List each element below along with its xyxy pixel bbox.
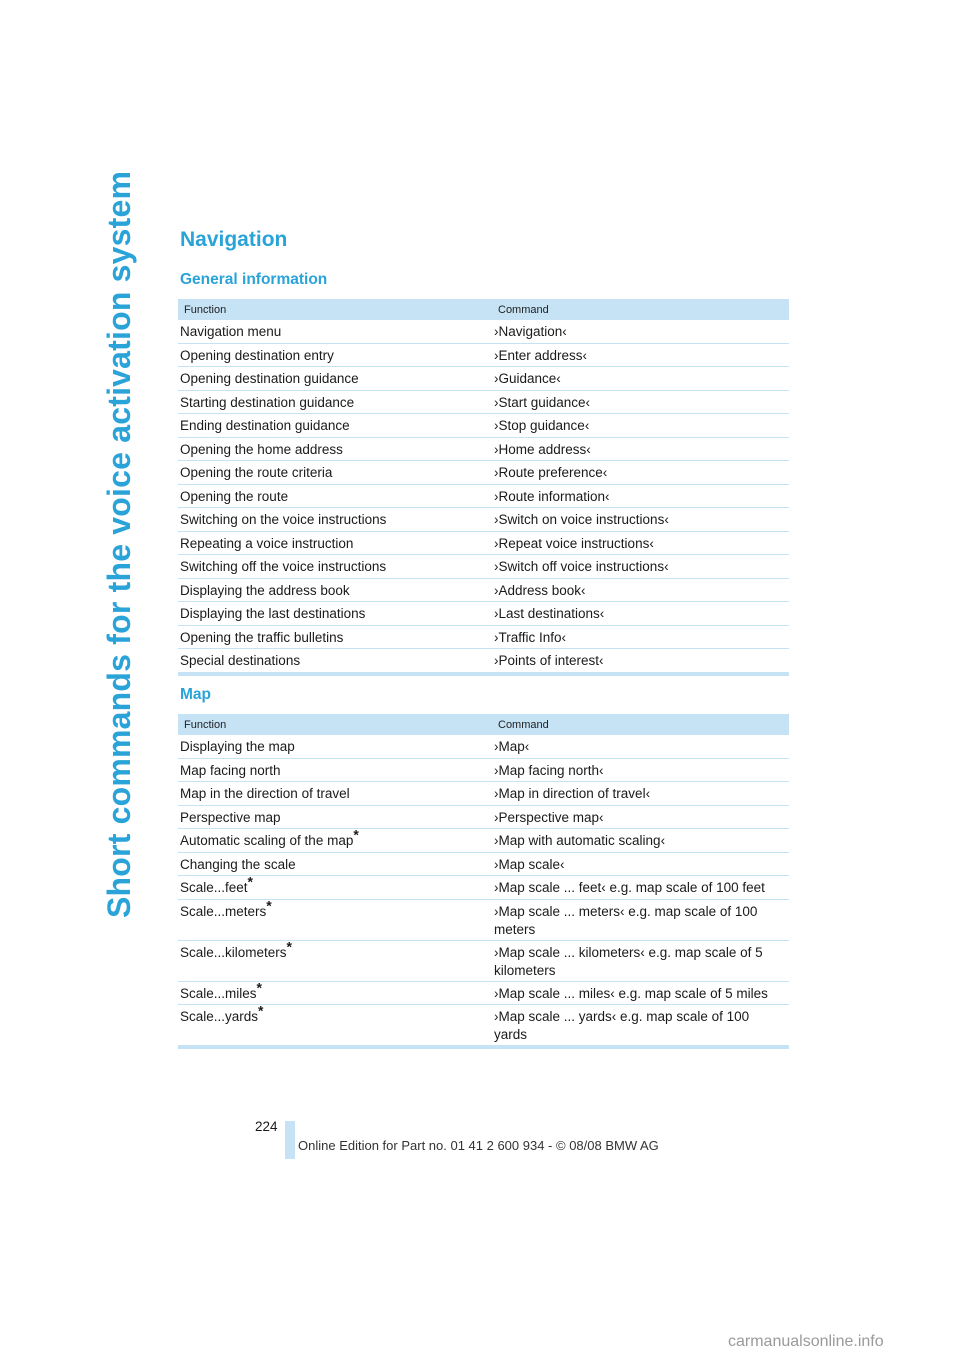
table-row <box>178 461 789 485</box>
column-header-command: Command <box>498 303 549 316</box>
table-row <box>178 391 789 415</box>
footer-text: Online Edition for Part no. 01 41 2 600 934 - © 08/08 BMW AG <box>298 1138 659 1153</box>
function-text: Changing the scale <box>180 856 296 872</box>
function-cell <box>178 511 494 531</box>
function-text: Opening the route <box>180 488 289 504</box>
command-cell: ›Switch off voice instructions‹ <box>494 559 669 574</box>
table-row <box>178 938 789 982</box>
command-cell: ›Map in direction of travel‹ <box>494 786 651 801</box>
function-text: Map facing north <box>180 762 281 778</box>
function-cell <box>178 370 494 390</box>
function-text: Scale...kilometers <box>180 944 287 960</box>
table-row <box>178 508 789 532</box>
option-star-icon: * <box>256 979 262 995</box>
table-bottom-rule <box>178 1046 789 1049</box>
page-number: 224 <box>255 1119 278 1134</box>
function-text: Scale...yards <box>180 1009 259 1024</box>
command-cell: ›Map scale ... yards‹ e.g. map scale of 100 yards <box>494 1009 750 1042</box>
table-bottom-rule <box>178 673 789 676</box>
map-table <box>178 714 789 1049</box>
command-cell: ›Start guidance‹ <box>494 394 591 410</box>
command-cell: ›Stop guidance‹ <box>494 418 590 433</box>
table-row <box>178 344 789 368</box>
watermark: carmanualsonline.info <box>728 1333 884 1350</box>
table-row <box>178 979 789 1006</box>
function-cell <box>178 629 494 649</box>
table-header <box>178 714 789 735</box>
table-row <box>178 853 789 877</box>
command-cell: ›Guidance‹ <box>494 371 561 386</box>
table-row <box>178 759 789 783</box>
function-text: Scale...feet <box>180 880 248 895</box>
command-cell: ›Repeat voice instructions‹ <box>494 535 654 551</box>
command-cell: ›Traffic Info‹ <box>494 629 567 645</box>
function-text: Navigation menu <box>180 324 282 339</box>
function-cell <box>178 762 494 782</box>
function-text: Opening the route criteria <box>180 465 333 480</box>
function-text: Scale...meters <box>180 903 267 919</box>
command-cell: ›Navigation‹ <box>494 324 567 339</box>
function-text: Ending destination guidance <box>180 418 350 433</box>
table-row <box>178 579 789 603</box>
table-row <box>178 485 789 509</box>
general-table <box>178 299 789 676</box>
table-row <box>178 320 789 344</box>
command-cell: ›Address book‹ <box>494 582 586 598</box>
option-star-icon: * <box>258 1002 264 1019</box>
function-cell <box>178 323 494 343</box>
table-row <box>178 602 789 626</box>
option-star-icon: * <box>286 938 292 954</box>
function-cell <box>178 417 494 437</box>
function-cell <box>178 1002 494 1045</box>
option-star-icon: * <box>353 826 359 843</box>
function-cell <box>178 441 494 461</box>
function-cell <box>178 347 494 367</box>
table-row <box>178 1002 789 1046</box>
command-cell: ›Perspective map‹ <box>494 809 604 825</box>
table-row <box>178 414 789 438</box>
function-text: Repeating a voice instruction <box>180 535 354 551</box>
function-text: Opening destination guidance <box>180 371 359 386</box>
function-text: Opening the traffic bulletins <box>180 629 344 645</box>
function-text: Switching on the voice instructions <box>180 512 387 527</box>
command-cell: ›Map with automatic scaling‹ <box>494 833 666 848</box>
function-cell <box>178 394 494 414</box>
command-cell: ›Map‹ <box>494 739 530 754</box>
page-title: Navigation <box>180 228 288 251</box>
column-header-command: Command <box>498 718 549 731</box>
function-text: Scale...miles <box>180 985 257 1001</box>
option-star-icon: * <box>247 873 253 890</box>
function-cell <box>178 582 494 602</box>
function-cell <box>178 464 494 484</box>
function-text: Starting destination guidance <box>180 394 355 410</box>
function-text: Perspective map <box>180 809 281 825</box>
section-title-map: Map <box>180 686 211 703</box>
function-cell <box>178 488 494 508</box>
function-cell <box>178 535 494 555</box>
command-cell: ›Points of interest‹ <box>494 653 604 668</box>
table-row <box>178 532 789 556</box>
command-cell: ›Switch on voice instructions‹ <box>494 512 669 527</box>
column-header-function: Function <box>184 718 227 731</box>
function-cell <box>178 856 494 876</box>
table-row <box>178 782 789 806</box>
function-cell <box>178 873 494 899</box>
command-cell: ›Last destinations‹ <box>494 606 605 621</box>
function-text: Map in the direction of travel <box>180 786 350 801</box>
sidebar-chapter-title: Short commands for the voice activation system <box>101 170 137 918</box>
function-cell <box>178 979 494 1005</box>
command-cell: ›Map scale ... feet‹ e.g. map scale of 100 feet <box>494 880 765 895</box>
function-cell <box>178 558 494 578</box>
command-cell: ›Map facing north‹ <box>494 762 604 778</box>
command-cell: ›Map scale‹ <box>494 856 565 872</box>
command-cell: ›Home address‹ <box>494 441 591 457</box>
function-text: Special destinations <box>180 653 301 668</box>
function-cell <box>178 897 494 940</box>
function-cell <box>178 826 494 852</box>
command-cell: ›Route preference‹ <box>494 465 608 480</box>
table-row <box>178 438 789 462</box>
table-row <box>178 806 789 830</box>
footer-marker <box>285 1121 295 1159</box>
table-row <box>178 367 789 391</box>
function-cell <box>178 738 494 758</box>
table-row <box>178 649 789 673</box>
function-text: Displaying the address book <box>180 582 350 598</box>
function-cell <box>178 809 494 829</box>
column-header-function: Function <box>184 303 227 316</box>
option-star-icon: * <box>266 897 272 913</box>
table-row <box>178 897 789 941</box>
function-cell <box>178 605 494 625</box>
function-cell <box>178 652 494 672</box>
command-cell: ›Map scale ... kilometers‹ e.g. map scale of 5 kilometers <box>494 944 763 978</box>
table-header <box>178 299 789 320</box>
table-row <box>178 735 789 759</box>
function-cell <box>178 785 494 805</box>
function-text: Opening destination entry <box>180 347 334 363</box>
section-title-general: General information <box>180 271 328 288</box>
table-row <box>178 555 789 579</box>
function-text: Automatic scaling of the map <box>180 833 354 848</box>
function-text: Switching off the voice instructions <box>180 559 387 574</box>
function-text: Displaying the last destinations <box>180 606 366 621</box>
function-text: Displaying the map <box>180 739 295 754</box>
table-row <box>178 873 789 900</box>
table-row <box>178 826 789 853</box>
command-cell: ›Enter address‹ <box>494 347 588 363</box>
function-text: Opening the home address <box>180 441 343 457</box>
command-cell: ›Map scale ... miles‹ e.g. map scale of 5 miles <box>494 985 768 1001</box>
function-cell <box>178 938 494 981</box>
command-cell: ›Map scale ... meters‹ e.g. map scale of 100 meters <box>494 903 758 937</box>
command-cell: ›Route information‹ <box>494 488 610 504</box>
table-row <box>178 626 789 650</box>
